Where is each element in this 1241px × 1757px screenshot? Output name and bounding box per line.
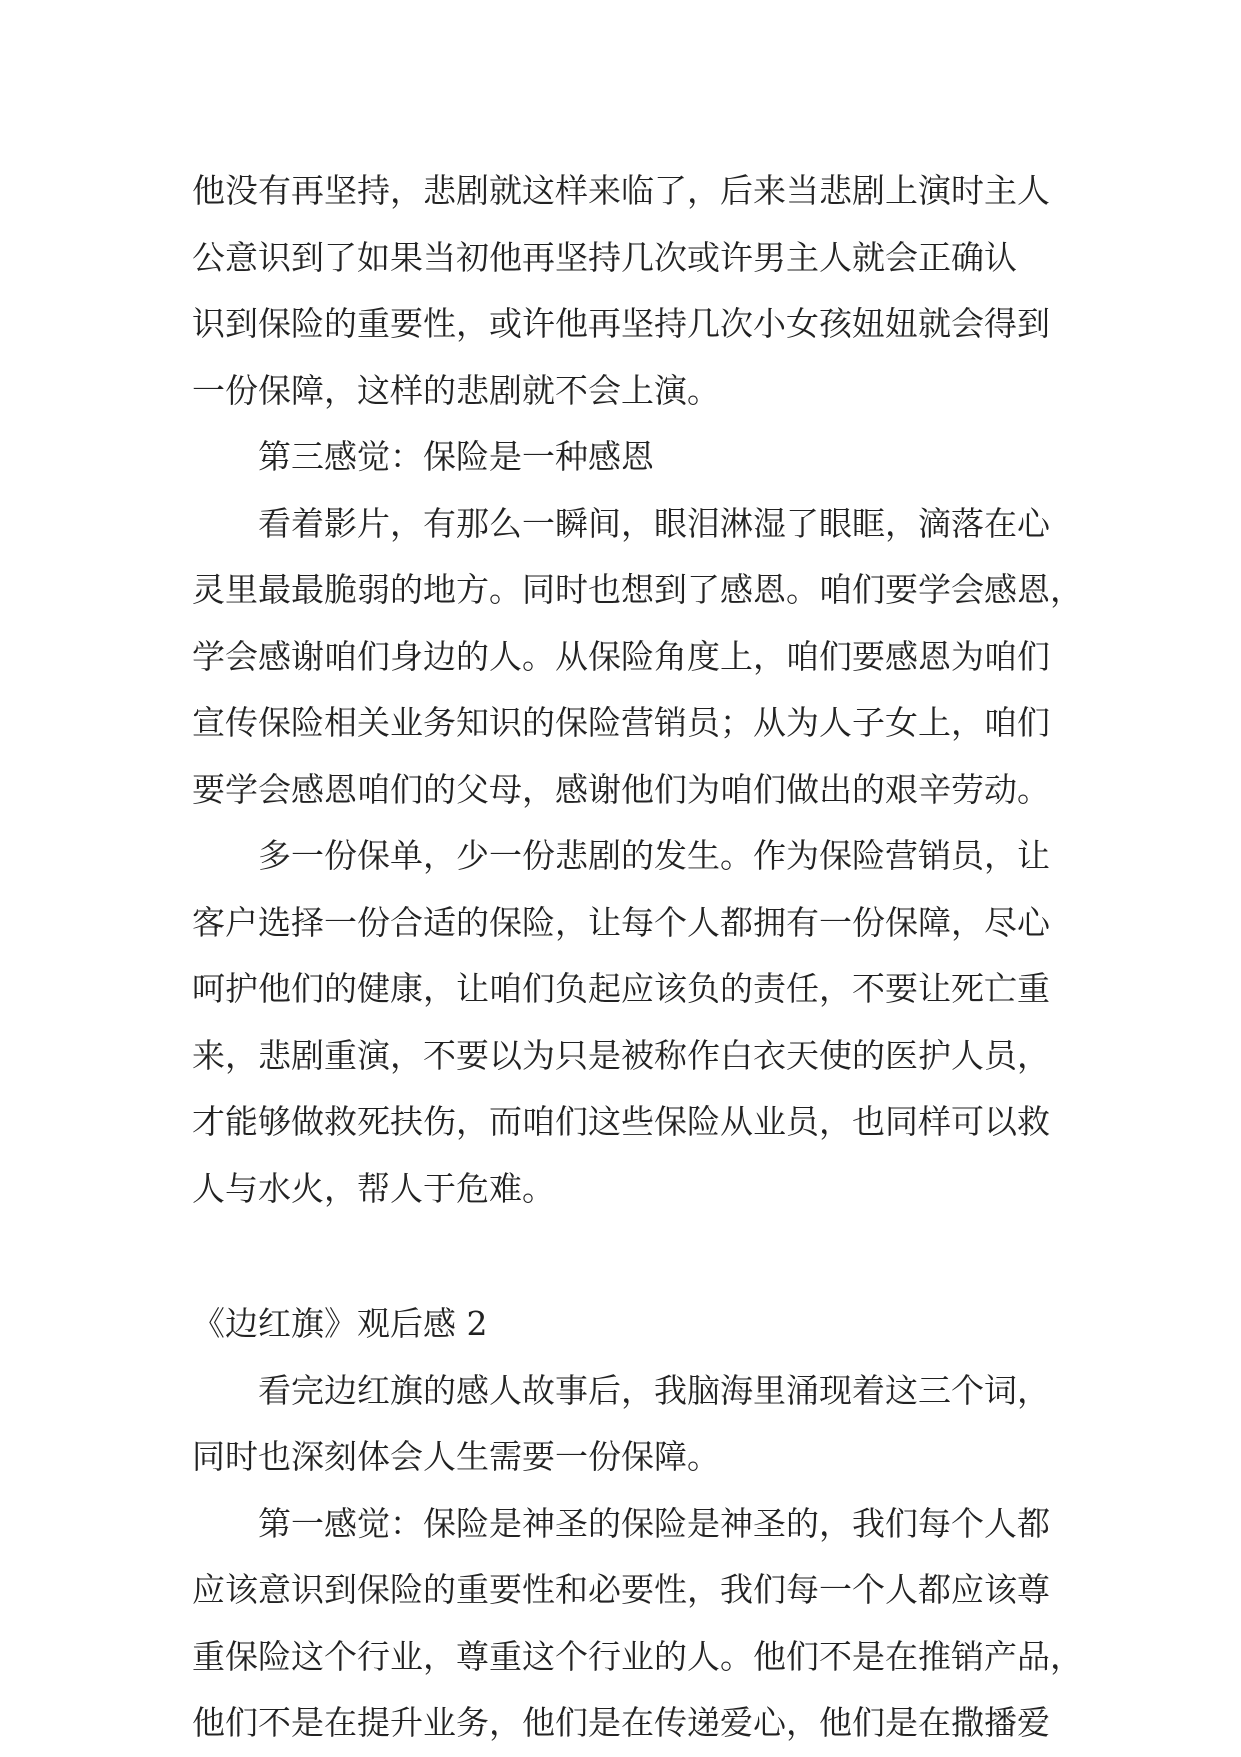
paragraph-line: 他没有再坚持，悲剧就这样来临了，后来当悲剧上演时主人 xyxy=(192,171,1050,210)
paragraph-line: 他们不是在提升业务，他们是在传递爱心，他们是在撒播爱 xyxy=(192,1703,1050,1742)
paragraph-line: 人与水火，帮人于危难。 xyxy=(192,1168,555,1208)
document-body xyxy=(192,158,1083,1757)
paragraph-line: 重保险这个行业，尊重这个行业的人。他们不是在推销产品， xyxy=(192,1636,1083,1676)
paragraph-line: 呵护他们的健康，让咱们负起应该负的责任，不要让死亡重 xyxy=(192,969,1050,1008)
paragraph-line: 客户选择一份合适的保险，让每个人都拥有一份保障，尽心 xyxy=(192,902,1050,942)
paragraph-line: 一份保障，这样的悲剧就不会上演。 xyxy=(192,370,720,410)
paragraph-line: 要学会感恩咱们的父母，感谢他们为咱们做出的艰辛劳动。 xyxy=(192,769,1050,809)
paragraph-line: 多一份保单，少一份悲剧的发生。作为保险营销员，让 xyxy=(258,836,1050,875)
paragraph-line: 看完边红旗的感人故事后，我脑海里涌现着这三个词， xyxy=(258,1370,1050,1410)
section-heading: 第三感觉：保险是一种感恩 xyxy=(258,437,654,476)
paragraph-line: 公意识到了如果当初他再坚持几次或许男主人就会正确认 xyxy=(192,237,1017,277)
paragraph-line: 才能够做救死扶伤，而咱们这些保险从业员，也同样可以救 xyxy=(192,1102,1050,1141)
paragraph-line: 识到保险的重要性，或许他再坚持几次小女孩妞妞就会得到 xyxy=(192,304,1050,343)
paragraph-line: 看着影片，有那么一瞬间，眼泪淋湿了眼眶，滴落在心 xyxy=(258,503,1050,543)
paragraph-line: 同时也深刻体会人生需要一份保障。 xyxy=(192,1437,720,1476)
document-title: 《边红旗》观后感 2 xyxy=(192,1304,488,1343)
paragraph-line: 宣传保险相关业务知识的保险营销员；从为人子女上，咱们 xyxy=(192,703,1050,742)
paragraph-line: 第一感觉：保险是神圣的保险是神圣的，我们每个人都 xyxy=(258,1503,1050,1543)
section-gap xyxy=(192,1222,1072,1291)
paragraph-line: 学会感谢咱们身边的人。从保险角度上，咱们要感恩为咱们 xyxy=(192,636,1050,676)
paragraph-line: 灵里最最脆弱的地方。同时也想到了感恩。咱们要学会感恩， xyxy=(192,570,1083,609)
paragraph-line: 来，悲剧重演，不要以为只是被称作白衣天使的医护人员， xyxy=(192,1035,1050,1075)
paragraph-line: 应该意识到保险的重要性和必要性，我们每一个人都应该尊 xyxy=(192,1570,1050,1609)
